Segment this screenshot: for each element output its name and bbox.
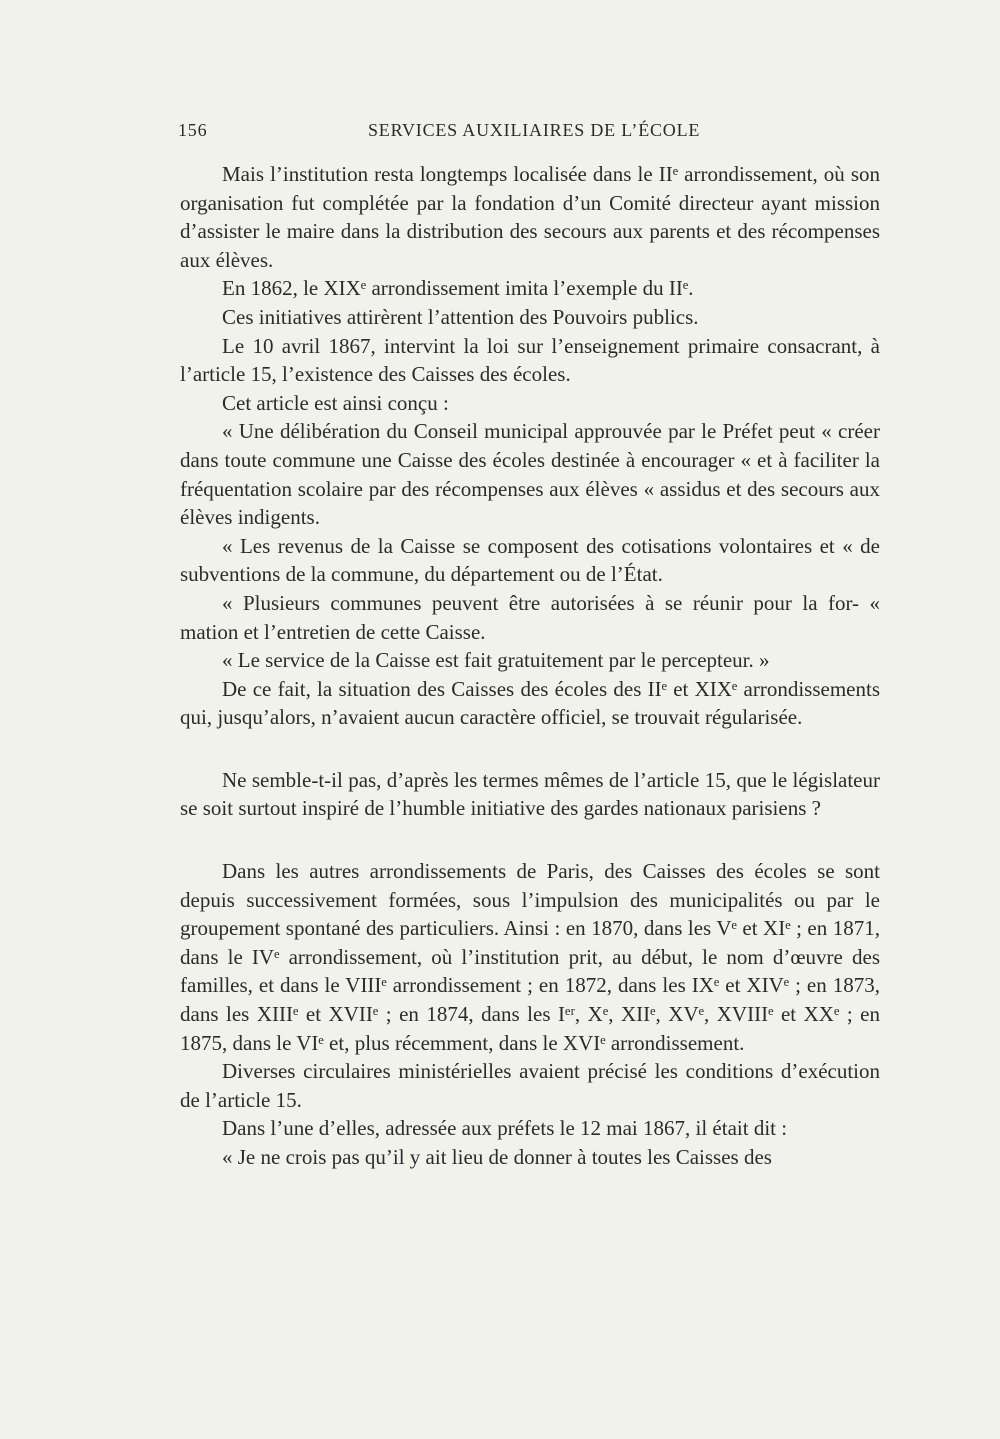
page-header — [178, 120, 898, 150]
paragraph: Dans les autres arrondissements de Paris, des Caisses des écoles se sont depuis successivement formées, sous l’impulsion des municipalités ou par le groupement spontané des particuliers. Ainsi : en 1870, dans les Vᵉ et XIᵉ ; en 1871, dans le IVᵉ arrondissement, où l’institution prit, au début, le nom d’œuvre des familles, et dans le VIIIᵉ arrondissement ; en 1872, dans les IXᵉ et XIVᵉ ; en 1873, dans les XIIIᵉ et XVIIᵉ ; en 1874, dans les Iᵉʳ, Xᵉ, XIIᵉ, XVᵉ, XVIIIᵉ et XXᵉ ; en 1875, dans le VIᵉ et, plus récemment, dans le XVIᵉ arrondissement. — [180, 859, 880, 1055]
paragraph: En 1862, le XIXᵉ arrondissement imita l’exemple du IIᵉ. — [222, 276, 694, 301]
paragraph: Diverses circulaires ministérielles avaient précisé les conditions d’exécution de l’article 15. — [180, 1059, 880, 1112]
section-gap — [180, 823, 880, 857]
quotation-paragraph: « Les revenus de la Caisse se composent des cotisations volontaires et « de subventions de la commune, du département ou de l’État. — [180, 533, 880, 587]
page-number: 156 — [178, 120, 208, 140]
quotation-paragraph: « Une délibération du Conseil municipal approuvée par le Préfet peut « créer dans toute commune une Caisse des écoles destinée à encourager « et à faciliter la fréquentation scolaire par des récompenses aux élèves « assidus et des secours aux élèves indigents. — [180, 419, 880, 530]
section-gap — [180, 732, 880, 766]
page-body — [180, 160, 880, 1172]
running-head: SERVICES AUXILIAIRES DE L’ÉCOLE — [368, 120, 701, 140]
paragraph: Mais l’institution resta longtemps localisée dans le IIᵉ arrondissement, où son organisation fut complétée par la fondation d’un Comité directeur ayant mission d’assister le maire dans la distribution des secours aux parents et des récompenses aux élèves. — [180, 162, 880, 272]
paragraph: De ce fait, la situation des Caisses des écoles des IIᵉ et XIXᵉ arrondissements qui, jusqu’alors, n’avaient aucun caractère officiel, se trouvait régularisée. — [180, 676, 880, 730]
quotation-paragraph: « Plusieurs communes peuvent être autorisées à se réunir pour la for- « mation et l’entretien de cette Caisse. — [180, 590, 880, 644]
paragraph: Dans l’une d’elles, adressée aux préfets le 12 mai 1867, il était dit : — [222, 1116, 788, 1141]
paragraph: Cet article est ainsi conçu : — [222, 390, 449, 415]
paragraph: Ces initiatives attirèrent l’attention des Pouvoirs publics. — [222, 304, 699, 329]
paragraph: Ne semble-t-il pas, d’après les termes mêmes de l’article 15, que le législateur se soit surtout inspiré de l’humble initiative des gardes nationaux parisiens ? — [180, 767, 880, 821]
paragraph: Le 10 avril 1867, intervint la loi sur l’enseignement primaire consacrant, à l’article 15, l’existence des Caisses des écoles. — [180, 333, 880, 387]
quotation-paragraph: « Je ne crois pas qu’il y ait lieu de donner à toutes les Caisses des — [222, 1145, 772, 1169]
quotation-paragraph: « Le service de la Caisse est fait gratuitement par le percepteur. » — [222, 648, 770, 673]
